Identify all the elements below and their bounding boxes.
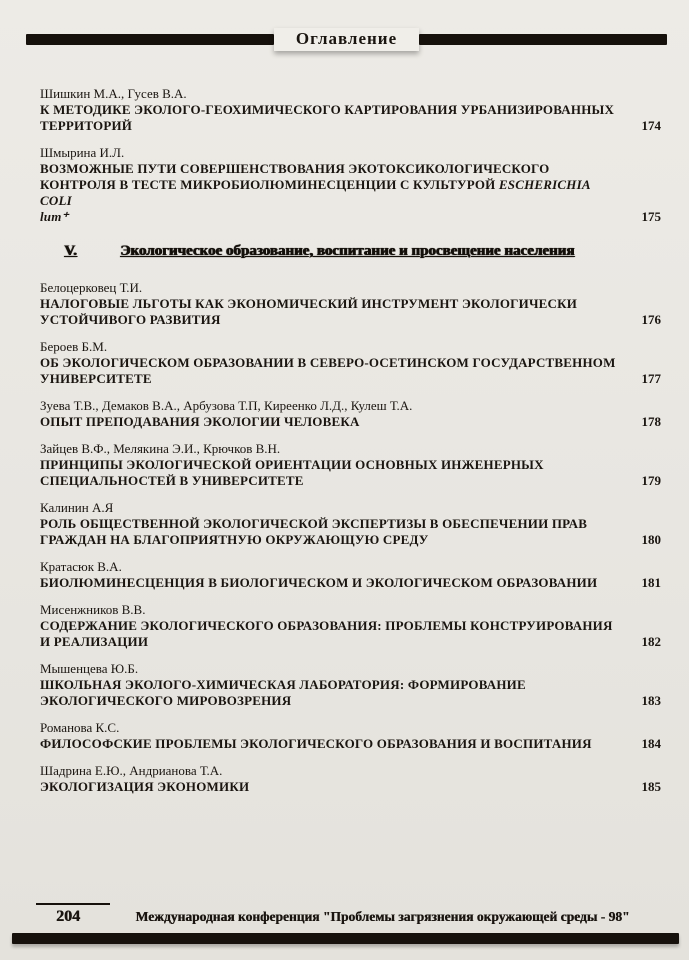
entry-page-number: 180 [641, 532, 661, 547]
entry-authors: Белоцерковец Т.И. [40, 280, 143, 295]
entry-text [40, 441, 622, 489]
entry-title: К МЕТОДИКЕ ЭКОЛОГО-ГЕОХИМИЧЕСКОГО КАРТИРОВАНИЯ УРБАНИЗИРОВАННЫХ ТЕРРИТОРИЙ [40, 102, 615, 133]
entry-title: ШКОЛЬНАЯ ЭКОЛОГО-ХИМИЧЕСКАЯ ЛАБОРАТОРИЯ: ФОРМИРОВАНИЕ ЭКОЛОГИЧЕСКОГО МИРОВОЗРЕНИЯ [40, 677, 526, 708]
entry-page-number: 178 [641, 414, 661, 429]
toc-entry [40, 441, 661, 489]
entry-title: БИОЛЮМИНЕСЦЕНЦИЯ В БИОЛОГИЧЕСКОМ И ЭКОЛОГИЧЕСКОМ ОБРАЗОВАНИИ [40, 575, 598, 590]
entry-authors: Зуева Т.В., Демаков В.А., Арбузова Т.П, Киреенко Л.Д., Кулеш Т.А. [40, 398, 413, 413]
entry-title: ОПЫТ ПРЕПОДАВАНИЯ ЭКОЛОГИИ ЧЕЛОВЕКА [40, 414, 360, 429]
entry-title: ФИЛОСОФСКИЕ ПРОБЛЕМЫ ЭКОЛОГИЧЕСКОГО ОБРАЗОВАНИЯ И ВОСПИТАНИЯ [40, 736, 592, 751]
toc-entry [40, 500, 661, 548]
header-rule-right [419, 34, 667, 45]
entry-title: РОЛЬ ОБЩЕСТВЕННОЙ ЭКОЛОГИЧЕСКОЙ ЭКСПЕРТИЗЫ В ОБЕСПЕЧЕНИИ ПРАВ ГРАЖДАН НА БЛАГОПРИЯТНУЮ ОКРУЖАЮЩУЮ СРЕДУ [40, 516, 588, 547]
toc-entry [40, 661, 661, 709]
entry-text [40, 339, 622, 387]
toc-entry [40, 559, 661, 591]
footer-rule [12, 933, 679, 944]
entry-page-number: 181 [641, 575, 661, 590]
entry-page-number: 176 [641, 312, 661, 327]
entry-text [40, 280, 622, 328]
entry-text [40, 720, 622, 752]
entry-text [40, 398, 622, 430]
entry-title: НАЛОГОВЫЕ ЛЬГОТЫ КАК ЭКОНОМИЧЕСКИЙ ИНСТРУМЕНТ ЭКОЛОГИЧЕСКИ УСТОЙЧИВОГО РАЗВИТИЯ [40, 296, 578, 327]
entry-authors: Мисенжников В.В. [40, 602, 146, 617]
entry-title: ОБ ЭКОЛОГИЧЕСКОМ ОБРАЗОВАНИИ В СЕВЕРО-ОСЕТИНСКОМ ГОСУДАРСТВЕННОМ УНИВЕРСИТЕТЕ [40, 355, 616, 386]
entry-page-number: 175 [641, 209, 661, 224]
footer-page-number: 204 [36, 903, 110, 926]
entry-authors: Мышенцева Ю.Б. [40, 661, 139, 676]
entry-authors: Шадрина Е.Ю., Андрианова Т.А. [40, 763, 223, 778]
entry-page-number: 184 [641, 736, 661, 751]
header-rule-left [26, 34, 274, 45]
toc-entry [40, 145, 661, 225]
entry-text [40, 763, 622, 795]
entry-title-line2: lum⁺ [40, 209, 69, 224]
entry-text [40, 661, 622, 709]
section-number: V. [64, 243, 77, 259]
toc-entry [40, 86, 661, 134]
toc-entry [40, 339, 661, 387]
entry-title: СОДЕРЖАНИЕ ЭКОЛОГИЧЕСКОГО ОБРАЗОВАНИЯ: ПРОБЛЕМЫ КОНСТРУИРОВАНИЯ И РЕАЛИЗАЦИИ [40, 618, 613, 649]
page-title: Оглавление [274, 28, 419, 51]
toc-entry [40, 280, 661, 328]
entry-text [40, 602, 622, 650]
entry-text [40, 559, 622, 591]
section-title: Экологическое образование, воспитание и просвещение населения [120, 243, 575, 259]
entry-title: ЭКОЛОГИЗАЦИЯ ЭКОНОМИКИ [40, 779, 250, 794]
entry-page-number: 174 [641, 118, 661, 133]
entry-page-number: 177 [641, 371, 661, 386]
page-footer [0, 903, 689, 944]
entry-page-number: 185 [641, 779, 661, 794]
entry-authors: Шмырина И.Л. [40, 145, 125, 160]
section-heading [64, 242, 604, 261]
entry-page-number: 183 [641, 693, 661, 708]
entry-authors: Кратасюк В.А. [40, 559, 122, 574]
entry-text [40, 500, 622, 548]
entry-authors: Калинин А.Я [40, 500, 114, 515]
toc-entry [40, 720, 661, 752]
footer-row [36, 903, 655, 926]
entry-text [40, 145, 622, 225]
entry-page-number: 182 [641, 634, 661, 649]
toc-entry [40, 398, 661, 430]
entry-authors: Шишкин М.А., Гусев В.А. [40, 86, 187, 101]
entry-page-number: 179 [641, 473, 661, 488]
entry-authors: Романова К.С. [40, 720, 120, 735]
entry-authors: Зайцев В.Ф., Мелякина Э.И., Крючков В.Н. [40, 441, 281, 456]
toc-entry [40, 602, 661, 650]
entry-authors: Бероев Б.М. [40, 339, 108, 354]
toc-list [40, 86, 661, 806]
entry-text [40, 86, 622, 134]
footer-conference-title: Международная конференция "Проблемы загрязнения окружающей среды - 98" [135, 909, 630, 924]
page-header [26, 28, 667, 51]
toc-entry [40, 763, 661, 795]
entry-title: ВОЗМОЖНЫЕ ПУТИ СОВЕРШЕНСТВОВАНИЯ ЭКОТОКСИКОЛОГИЧЕСКОГО КОНТРОЛЯ В ТЕСТЕ МИКРОБИОЛЮМИНЕСЦЕНЦИИ С КУЛЬТУРОЙ ESCHERICHIA COLI [40, 161, 590, 208]
entry-title: ПРИНЦИПЫ ЭКОЛОГИЧЕСКОЙ ОРИЕНТАЦИИ ОСНОВНЫХ ИНЖЕНЕРНЫХ СПЕЦИАЛЬНОСТЕЙ В УНИВЕРСИТЕТЕ [40, 457, 544, 488]
